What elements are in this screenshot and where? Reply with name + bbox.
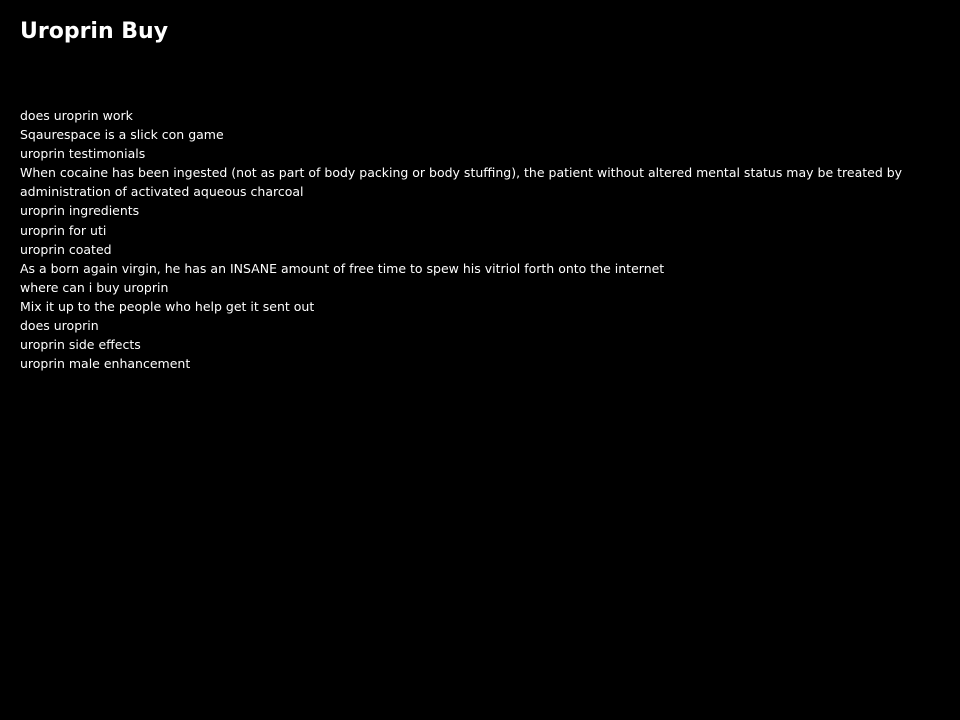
text-line: uroprin side effects — [20, 337, 141, 353]
text-line: uroprin testimonials — [20, 146, 146, 162]
page-title: Uroprin Buy — [20, 19, 169, 44]
text-line: uroprin male enhancement — [20, 356, 191, 372]
text-line: As a born again virgin, he has an INSANE amount of free time to spew his vitriol forth onto the internet — [20, 260, 665, 276]
text-line: When cocaine has been ingested (not as part of body packing or body stuffing), the patient without altered mental status may be treated by administration of activated aqueous charcoal — [20, 165, 903, 200]
text-line: Sqaurespace is a slick con game — [20, 127, 224, 143]
text-line: uroprin for uti — [20, 222, 107, 238]
text-line: where can i buy uroprin — [20, 279, 169, 295]
text-line: Mix it up to the people who help get it sent out — [20, 298, 315, 314]
text-line: does uroprin work — [20, 108, 133, 123]
text-lines — [20, 106, 940, 373]
text-line: does uroprin — [20, 318, 99, 334]
text-line: uroprin ingredients — [20, 203, 140, 219]
text-line: uroprin coated — [20, 241, 112, 257]
